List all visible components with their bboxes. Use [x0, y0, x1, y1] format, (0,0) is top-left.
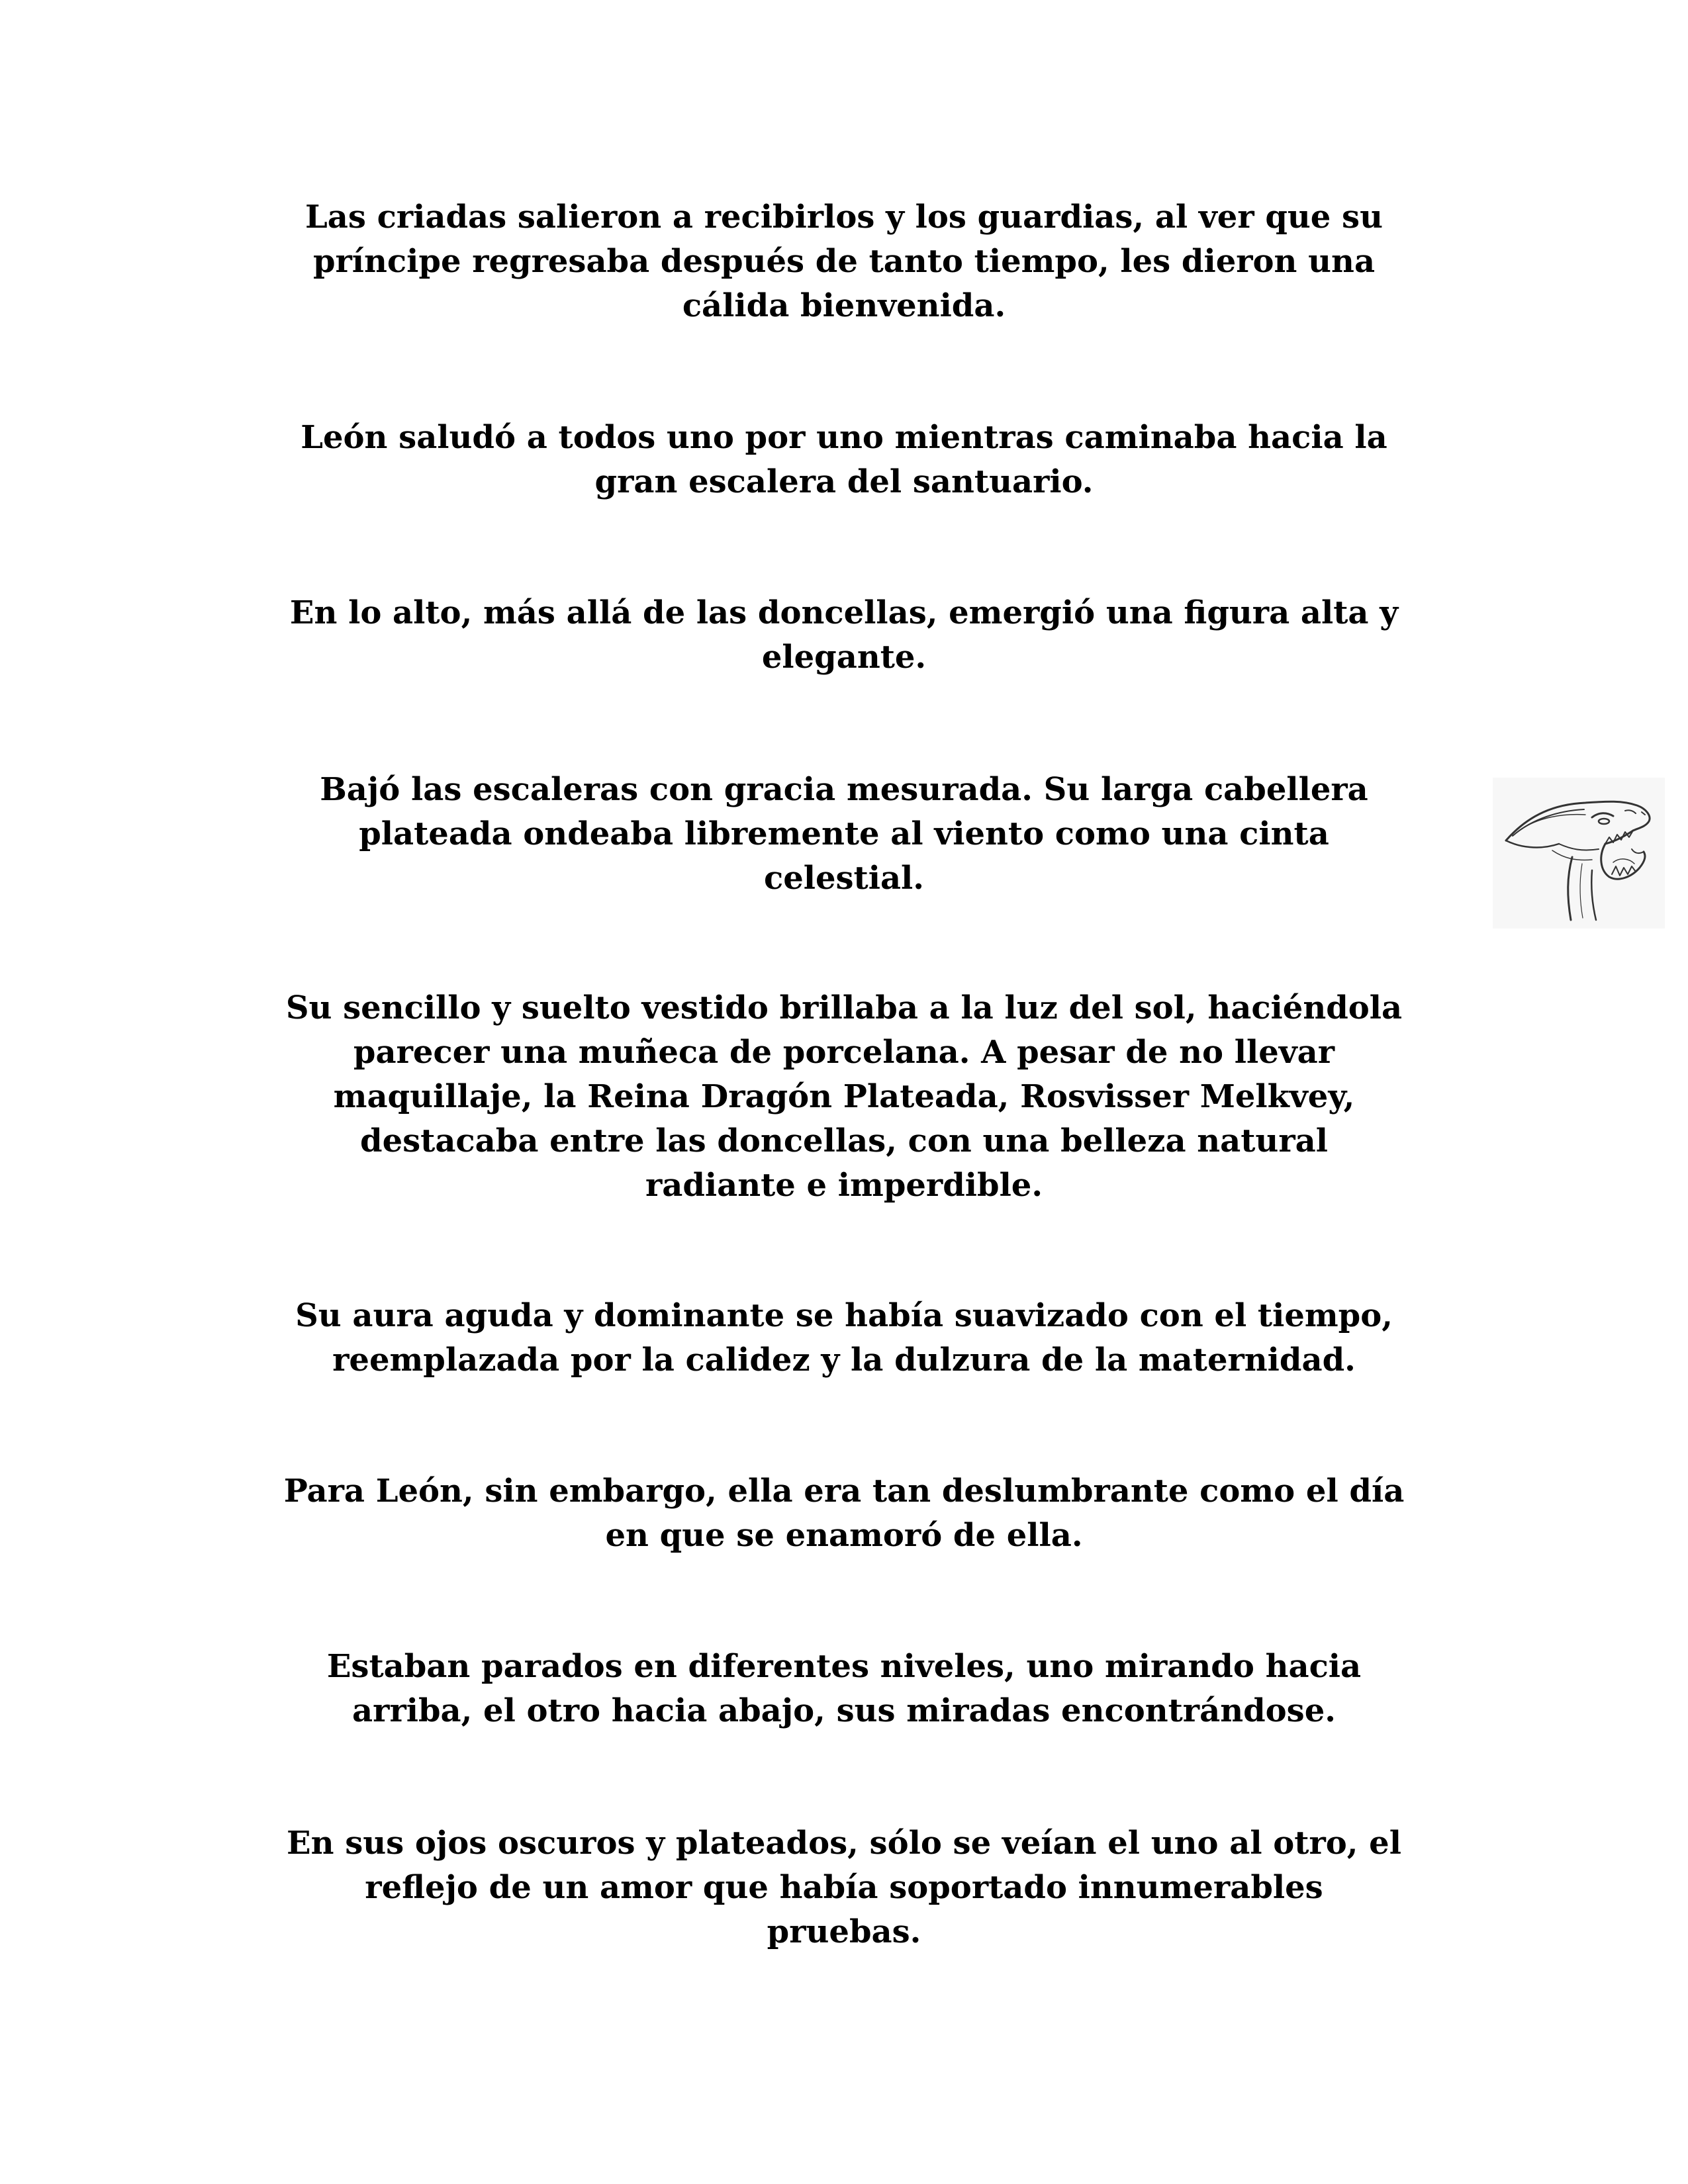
- text-line: En lo alto, más allá de las doncellas, emergió una figura alta y: [289, 594, 1399, 631]
- text-line: destacaba entre las doncellas, con una belleza natural: [360, 1122, 1328, 1160]
- text-line: parecer una muñeca de porcelana. A pesar de no llevar: [353, 1034, 1335, 1071]
- text-line: En sus ojos oscuros y plateados, sólo se veían el uno al otro, el: [287, 1825, 1401, 1862]
- paragraph-1: [218, 195, 1470, 328]
- text-line: reflejo de un amor que había soportado innumerables: [365, 1869, 1323, 1906]
- dinosaur-head-sketch-icon: [1493, 778, 1665, 929]
- paragraph-6: [218, 1294, 1470, 1383]
- text-line: Su sencillo y suelto vestido brillaba a la luz del sol, haciéndola: [285, 989, 1403, 1026]
- text-line: arriba, el otro hacia abajo, sus miradas encontrándose.: [352, 1692, 1336, 1729]
- text-line: León saludó a todos uno por uno mientras caminaba hacia la: [301, 419, 1387, 456]
- text-line: Su aura aguda y dominante se había suavizado con el tiempo,: [295, 1297, 1393, 1334]
- text-line: Las criadas salieron a recibirlos y los guardias, al ver que su: [305, 199, 1383, 236]
- text-line: maquillaje, la Reina Dragón Plateada, Rosvisser Melkvey,: [333, 1078, 1355, 1115]
- text-line: en que se enamoró de ella.: [605, 1517, 1083, 1554]
- text-line: celestial.: [763, 860, 924, 897]
- paragraph-4: [218, 768, 1470, 901]
- text-line: gran escalera del santuario.: [594, 463, 1094, 500]
- paragraph-5: [218, 986, 1470, 1208]
- text-line: plateada ondeaba libremente al viento como una cinta: [359, 815, 1329, 852]
- text-line: príncipe regresaba después de tanto tiempo, les dieron una: [312, 243, 1376, 280]
- paragraph-8: [218, 1645, 1470, 1733]
- text-line: pruebas.: [767, 1913, 921, 1950]
- text-line: Para León, sin embargo, ella era tan deslumbrante como el día: [283, 1473, 1405, 1510]
- text-line: Estaban parados en diferentes niveles, uno mirando hacia: [326, 1648, 1362, 1685]
- paragraph-7: [218, 1469, 1470, 1558]
- text-line: radiante e imperdible.: [645, 1167, 1043, 1204]
- paragraph-3: [218, 591, 1470, 680]
- text-line: cálida bienvenida.: [682, 287, 1006, 324]
- text-line: Bajó las escaleras con gracia mesurada. Su larga cabellera: [320, 771, 1368, 808]
- text-line: reemplazada por la calidez y la dulzura de la maternidad.: [332, 1342, 1356, 1379]
- paragraph-2: [218, 416, 1470, 504]
- text-line: elegante.: [761, 639, 927, 676]
- paragraph-9: [218, 1821, 1470, 1954]
